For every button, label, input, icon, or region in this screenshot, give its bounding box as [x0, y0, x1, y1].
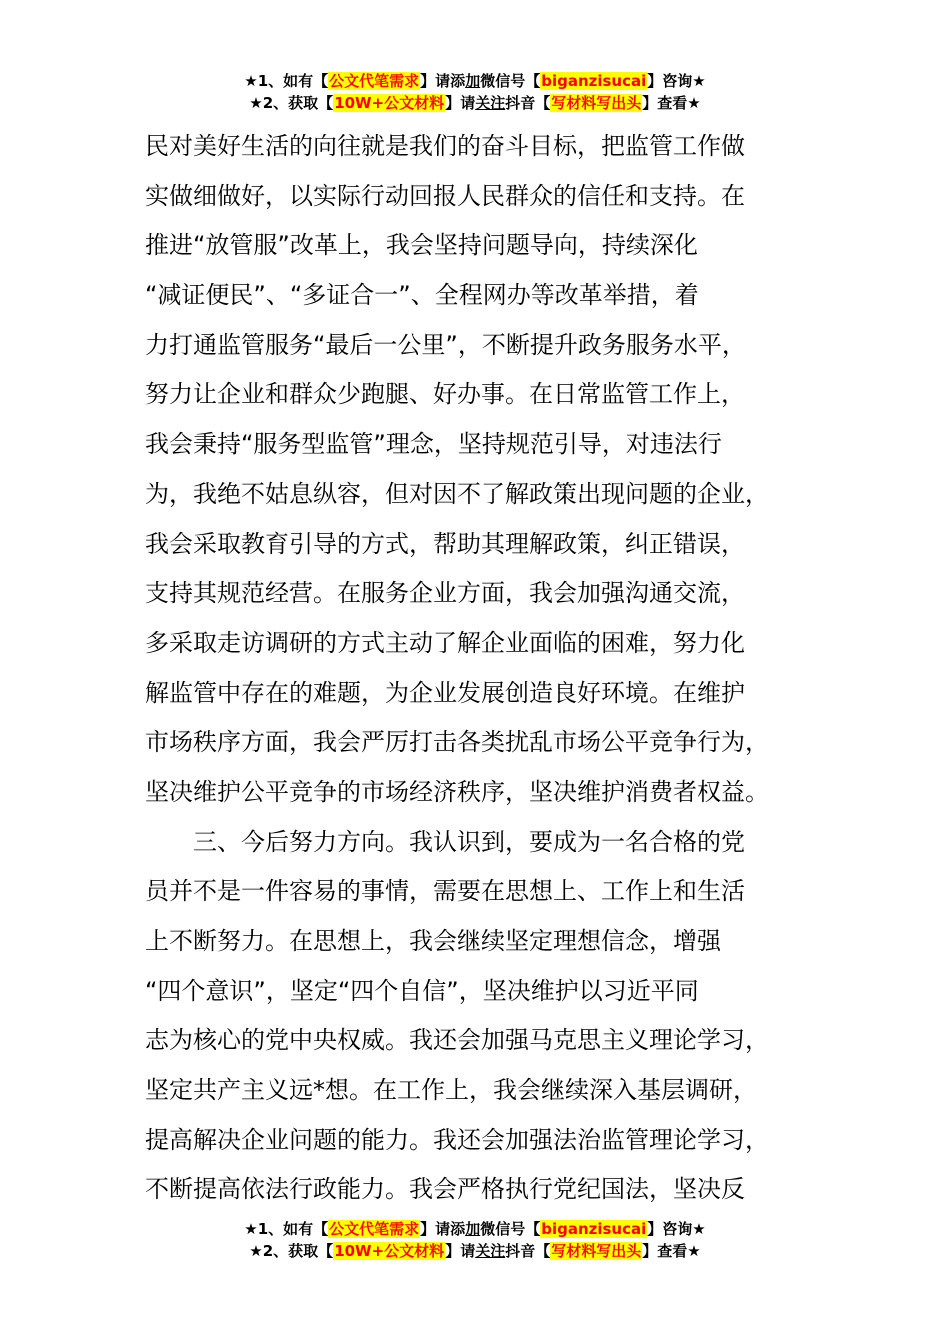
- highlight-douyin: 写材料写出头: [551, 94, 642, 112]
- body-line: 我会秉持“服务型监管”理念，坚持规范引导，对违法行: [145, 430, 722, 459]
- body-line: 力打通监管服务“最后一公里”，不断提升政务服务水平，: [145, 330, 746, 359]
- body-line: 我会采取教育引导的方式，帮助其理解政策，纠正错误，: [145, 529, 745, 558]
- body-line: 坚定共产主义远*想。在工作上，我会继续深入基层调研，: [145, 1076, 757, 1105]
- body-line: 市场秩序方面，我会严厉打击各类扰乱市场公平竞争行为，: [145, 728, 769, 757]
- body-line: 实做细做好，以实际行动回报人民群众的信任和支持。在: [145, 181, 745, 210]
- highlight-service: 公文代笔需求: [329, 1220, 420, 1238]
- header-banner: [0, 70, 950, 114]
- highlight-materials: 10W+公文材料: [334, 1242, 445, 1260]
- document-body: [145, 122, 810, 1215]
- banner-line-1: ★1、如有【公文代笔需求】请添加微信号【biganzisucai】咨询★: [244, 1220, 706, 1238]
- banner-line-1: ★1、如有【公文代笔需求】请添加微信号【biganzisucai】咨询★: [244, 72, 706, 90]
- body-line: “减证便民”、“多证合一”、全程网办等改革举措，着: [145, 281, 699, 310]
- body-line: 为，我绝不姑息纵容，但对因不了解政策出现问题的企业，: [145, 479, 769, 508]
- body-line: 民对美好生活的向往就是我们的奋斗目标，把监管工作做: [145, 132, 745, 160]
- body-line: “四个意识”，坚定“四个自信”，坚决维护以习近平同: [145, 976, 699, 1005]
- banner-line-2: ★2、获取【10W+公文材料】请关注抖音【写材料写出头】查看★: [249, 1242, 701, 1260]
- body-line: 努力让企业和群众少跑腿、好办事。在日常监管工作上，: [145, 380, 745, 409]
- highlight-douyin: 写材料写出头: [551, 1242, 642, 1260]
- banner-line-2: ★2、获取【10W+公文材料】请关注抖音【写材料写出头】查看★: [249, 94, 701, 112]
- highlight-service: 公文代笔需求: [329, 72, 420, 90]
- highlight-wechat-id: biganzisucai: [541, 1220, 647, 1238]
- body-line: 多采取走访调研的方式主动了解企业面临的困难，努力化: [145, 628, 745, 657]
- body-line: 不断提高依法行政能力。我会严格执行党纪国法，坚决反: [145, 1175, 745, 1204]
- body-line: 推进“放管服”改革上，我会坚持问题导向，持续深化: [145, 231, 698, 260]
- body-line: 支持其规范经营。在服务企业方面，我会加强沟通交流，: [145, 579, 745, 608]
- body-line: 坚决维护公平竞争的市场经济秩序，坚决维护消费者权益。: [145, 777, 769, 806]
- highlight-materials: 10W+公文材料: [334, 94, 445, 112]
- body-line: 提高解决企业问题的能力。我还会加强法治监管理论学习，: [145, 1125, 769, 1154]
- body-line: 志为核心的党中央权威。我还会加强马克思主义理论学习，: [145, 1026, 769, 1055]
- section-heading-line: 三、今后努力方向。我认识到，要成为一名合格的党: [193, 827, 745, 856]
- body-line: 解监管中存在的难题，为企业发展创造良好环境。在维护: [145, 678, 745, 707]
- footer-banner: [0, 1218, 950, 1262]
- highlight-wechat-id: biganzisucai: [541, 72, 647, 90]
- body-line: 员并不是一件容易的事情，需要在思想上、工作上和生活: [145, 877, 745, 906]
- body-line: 上不断努力。在思想上，我会继续坚定理想信念，增强: [145, 927, 721, 955]
